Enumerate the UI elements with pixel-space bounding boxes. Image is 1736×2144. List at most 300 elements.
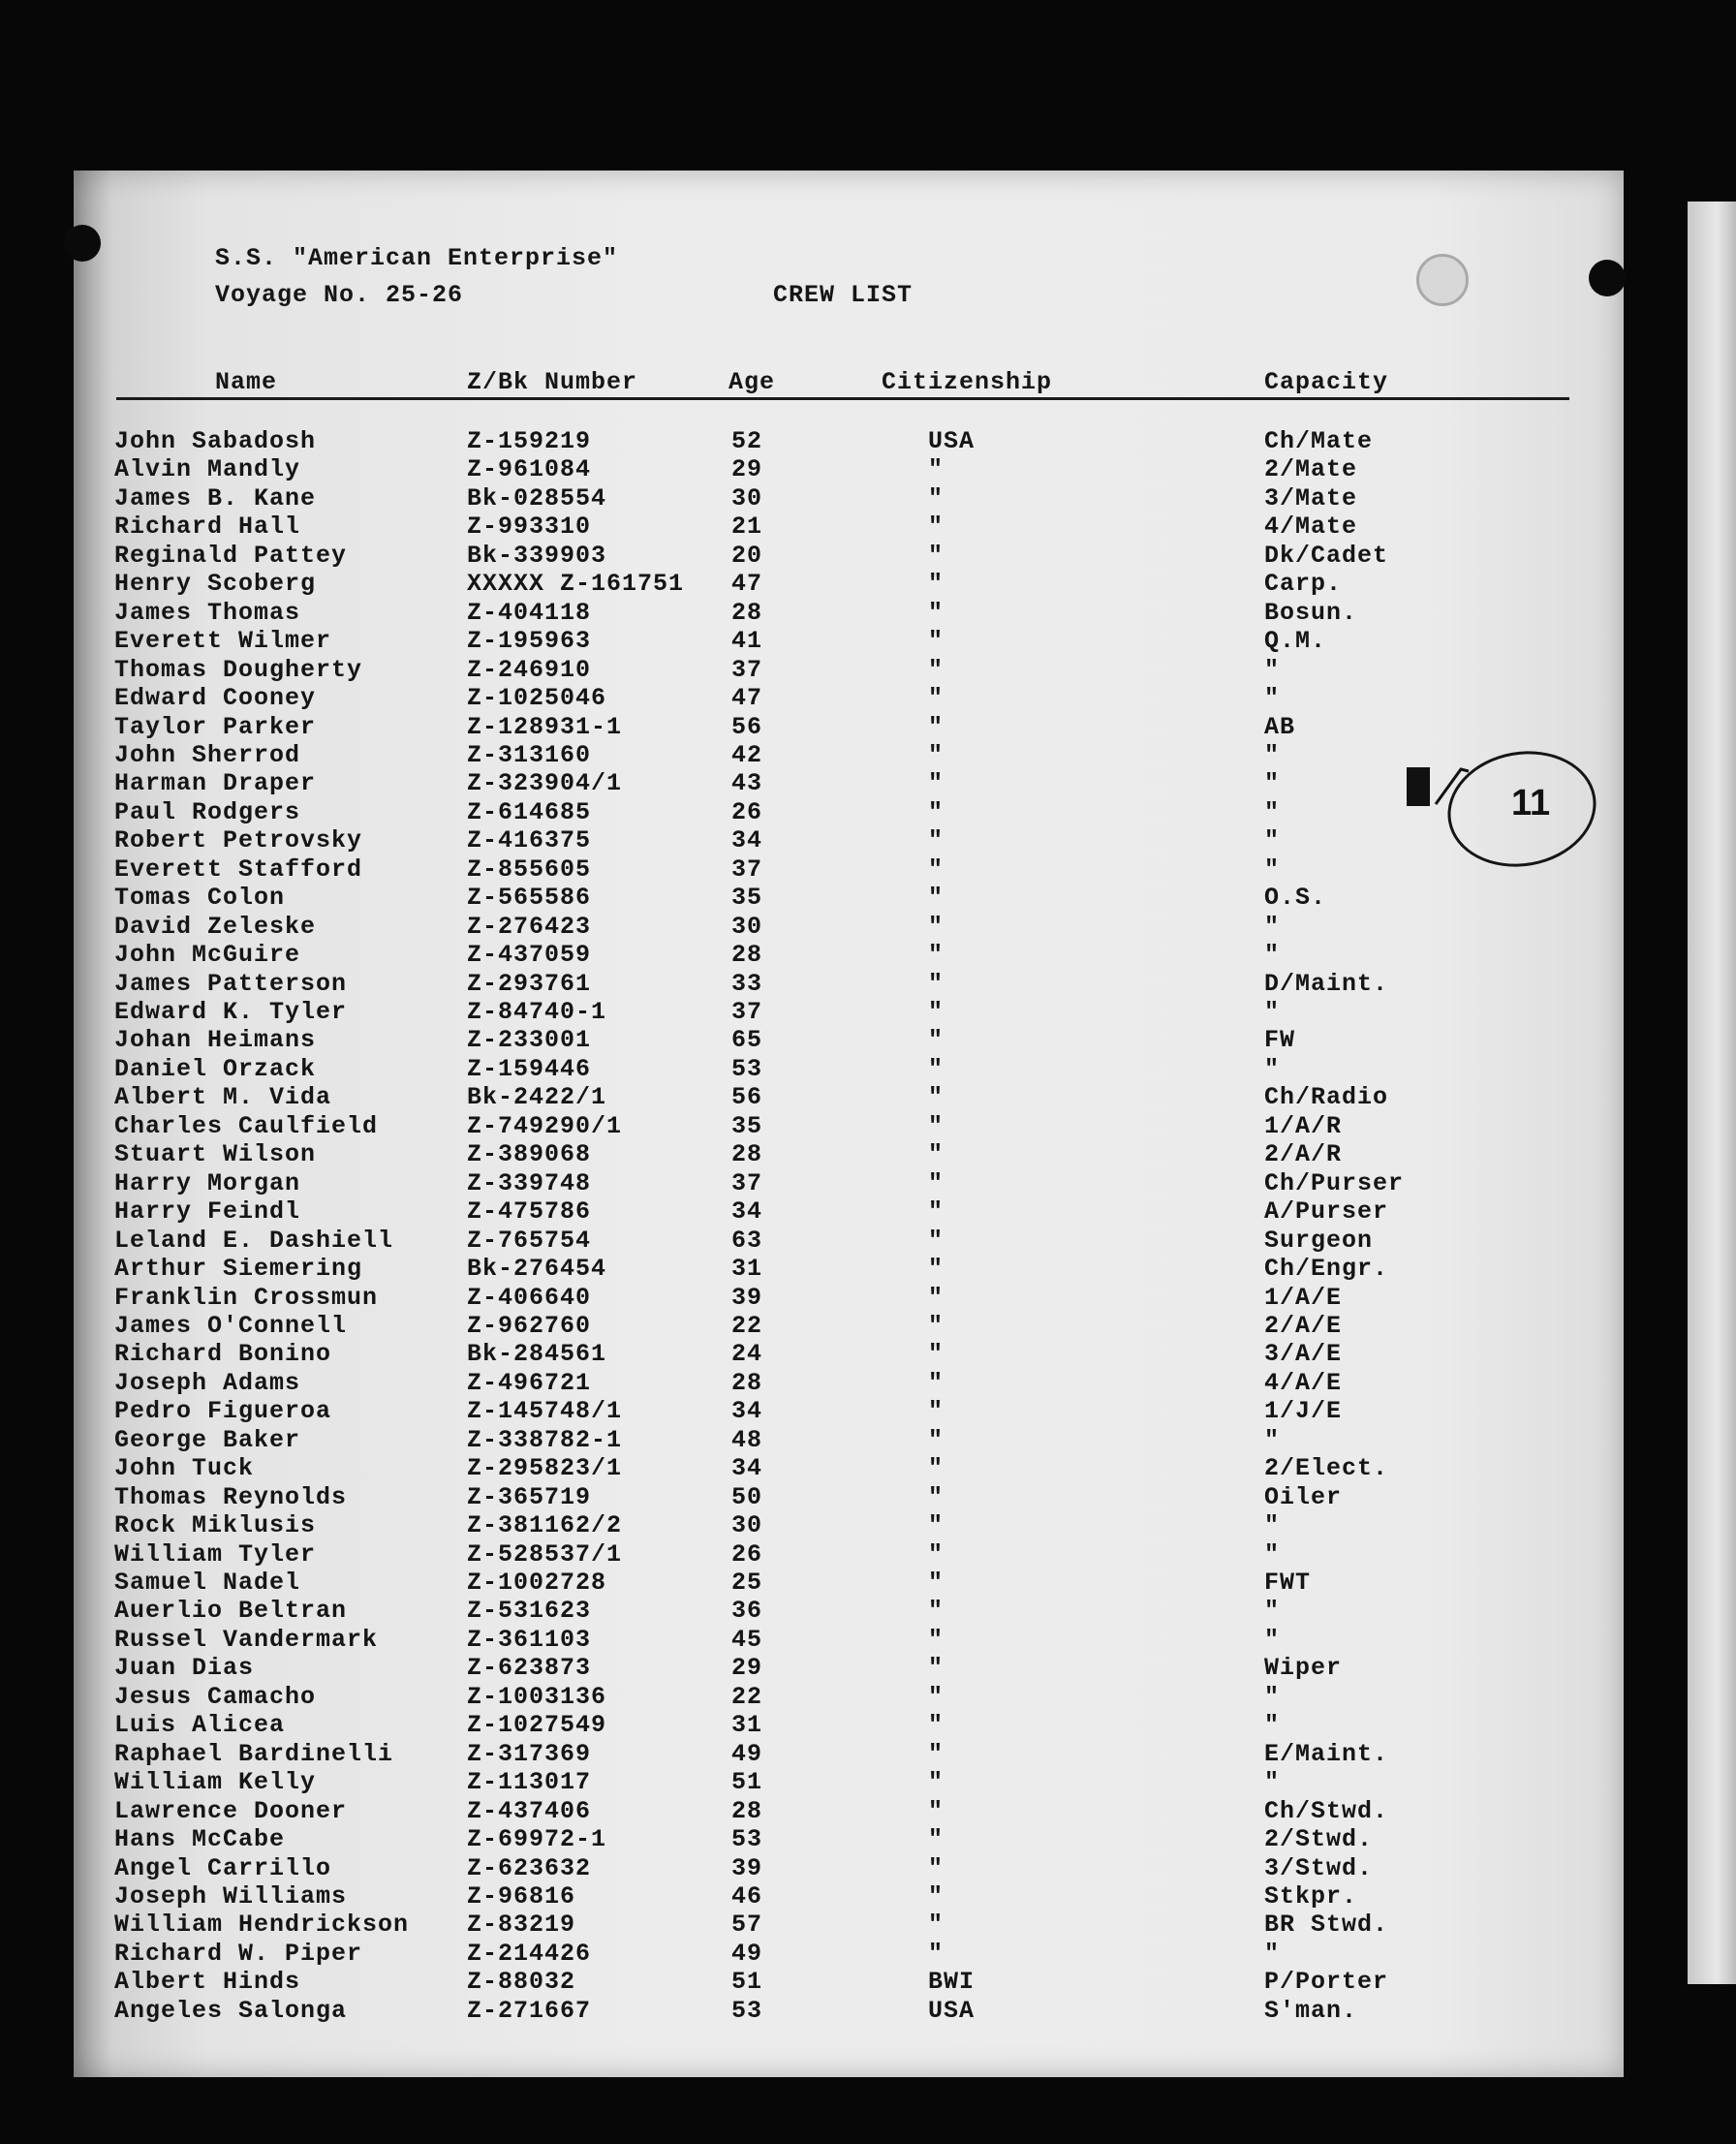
crew-citizenship: " — [928, 1426, 945, 1454]
crew-age: 34 — [731, 1397, 763, 1425]
crew-name: Paul Rodgers — [114, 798, 301, 826]
table-row — [0, 1740, 1736, 1769]
crew-citizenship: " — [928, 1197, 945, 1226]
crew-citizenship: " — [928, 455, 945, 483]
crew-z-number: Z-531623 — [467, 1597, 592, 1625]
crew-capacity: Surgeon — [1264, 1227, 1374, 1255]
crew-name: Albert Hinds — [114, 1968, 301, 1996]
crew-capacity: P/Porter — [1264, 1968, 1389, 1996]
crew-z-number: Z-145748/1 — [467, 1397, 623, 1425]
crew-citizenship: " — [928, 1854, 945, 1882]
table-row — [0, 1169, 1736, 1198]
crew-age: 20 — [731, 542, 763, 570]
crew-z-number: Z-313160 — [467, 741, 592, 769]
crew-name: John McGuire — [114, 941, 301, 969]
ship-name-line: S.S. "American Enterprise" — [215, 244, 619, 272]
table-row — [0, 1026, 1736, 1055]
crew-name: Jesus Camacho — [114, 1683, 317, 1711]
crew-capacity: FW — [1264, 1026, 1296, 1054]
crew-name: Rock Miklusis — [114, 1511, 317, 1539]
crew-age: 53 — [731, 1825, 763, 1853]
crew-age: 47 — [731, 684, 763, 712]
crew-z-number: Z-361103 — [467, 1626, 592, 1654]
crew-z-number: Z-88032 — [467, 1968, 576, 1996]
table-row — [0, 455, 1736, 484]
crew-z-number: Z-128931-1 — [467, 713, 623, 741]
crew-age: 37 — [731, 998, 763, 1026]
crew-capacity: " — [1264, 1597, 1281, 1625]
crew-capacity: 1/A/E — [1264, 1284, 1343, 1312]
table-row — [0, 1683, 1736, 1712]
crew-name: David Zeleske — [114, 913, 317, 941]
crew-capacity: " — [1264, 1626, 1281, 1654]
table-row — [0, 656, 1736, 685]
table-row — [0, 1483, 1736, 1512]
crew-age: 51 — [731, 1768, 763, 1796]
table-row — [0, 1768, 1736, 1797]
crew-z-number: Z-96816 — [467, 1882, 576, 1911]
crew-name: Joseph Adams — [114, 1369, 301, 1397]
crew-name: William Tyler — [114, 1540, 317, 1569]
crew-capacity: AB — [1264, 713, 1296, 741]
crew-citizenship: " — [928, 970, 945, 998]
crew-name: James Thomas — [114, 599, 301, 627]
crew-capacity: 4/Mate — [1264, 513, 1358, 541]
document-title: CREW LIST — [773, 281, 914, 309]
crew-citizenship: " — [928, 998, 945, 1026]
crew-age: 37 — [731, 1169, 763, 1197]
crew-name: Johan Heimans — [114, 1026, 317, 1054]
crew-age: 37 — [731, 656, 763, 684]
crew-citizenship: " — [928, 1397, 945, 1425]
table-row — [0, 1654, 1736, 1683]
crew-age: 43 — [731, 769, 763, 797]
crew-z-number: Z-389068 — [467, 1140, 592, 1168]
crew-age: 28 — [731, 941, 763, 969]
crew-capacity: A/Purser — [1264, 1197, 1389, 1226]
crew-age: 29 — [731, 455, 763, 483]
crew-z-number: Z-195963 — [467, 627, 592, 655]
table-row — [0, 1540, 1736, 1569]
table-row — [0, 713, 1736, 742]
crew-z-number: Z-246910 — [467, 656, 592, 684]
crew-z-number: Z-623873 — [467, 1654, 592, 1682]
table-row — [0, 484, 1736, 513]
crew-capacity: 1/A/R — [1264, 1112, 1343, 1140]
crew-capacity: 3/Stwd. — [1264, 1854, 1374, 1882]
stamp-mark — [1407, 767, 1430, 806]
crew-age: 30 — [731, 913, 763, 941]
table-row — [0, 1711, 1736, 1740]
table-row — [0, 1626, 1736, 1655]
table-row — [0, 1197, 1736, 1227]
crew-capacity: Wiper — [1264, 1654, 1343, 1682]
crew-age: 28 — [731, 1797, 763, 1825]
table-row — [0, 884, 1736, 913]
crew-citizenship: " — [928, 1825, 945, 1853]
crew-name: Russel Vandermark — [114, 1626, 379, 1654]
crew-name: James O'Connell — [114, 1312, 348, 1340]
crew-z-number: XXXXX Z-161751 — [467, 570, 685, 598]
crew-age: 41 — [731, 627, 763, 655]
crew-name: Angeles Salonga — [114, 1997, 348, 2025]
crew-age: 30 — [731, 1511, 763, 1539]
table-row — [0, 427, 1736, 456]
crew-capacity: 3/Mate — [1264, 484, 1358, 513]
table-row — [0, 1426, 1736, 1455]
table-row — [0, 913, 1736, 942]
crew-z-number: Z-962760 — [467, 1312, 592, 1340]
crew-age: 53 — [731, 1055, 763, 1083]
crew-citizenship: " — [928, 513, 945, 541]
crew-capacity: " — [1264, 826, 1281, 854]
crew-z-number: Bk-284561 — [467, 1340, 607, 1368]
crew-capacity: " — [1264, 855, 1281, 884]
crew-age: 24 — [731, 1340, 763, 1368]
crew-name: Everett Wilmer — [114, 627, 332, 655]
crew-name: Hans McCabe — [114, 1825, 286, 1853]
crew-age: 34 — [731, 1197, 763, 1226]
crew-capacity: Ch/Stwd. — [1264, 1797, 1389, 1825]
crew-capacity: " — [1264, 769, 1281, 797]
crew-capacity: " — [1264, 1711, 1281, 1739]
table-row — [0, 1940, 1736, 1969]
table-row — [0, 684, 1736, 713]
crew-name: Leland E. Dashiell — [114, 1227, 394, 1255]
crew-name: Franklin Crossmun — [114, 1284, 379, 1312]
crew-z-number: Z-528537/1 — [467, 1540, 623, 1569]
crew-name: Auerlio Beltran — [114, 1597, 348, 1625]
crew-citizenship: " — [928, 1454, 945, 1482]
crew-citizenship: " — [928, 1112, 945, 1140]
crew-age: 39 — [731, 1854, 763, 1882]
crew-name: Daniel Orzack — [114, 1055, 317, 1083]
crew-age: 49 — [731, 1740, 763, 1768]
crew-name: Harry Morgan — [114, 1169, 301, 1197]
crew-citizenship: " — [928, 741, 945, 769]
crew-z-number: Z-565586 — [467, 884, 592, 912]
table-row — [0, 1083, 1736, 1112]
crew-citizenship: " — [928, 1626, 945, 1654]
crew-name: John Tuck — [114, 1454, 255, 1482]
crew-capacity: 4/A/E — [1264, 1369, 1343, 1397]
crew-name: Angel Carrillo — [114, 1854, 332, 1882]
table-row — [0, 1055, 1736, 1084]
table-row — [0, 1112, 1736, 1141]
crew-z-number: Z-69972-1 — [467, 1825, 607, 1853]
crew-citizenship: " — [928, 1940, 945, 1968]
crew-age: 35 — [731, 884, 763, 912]
crew-age: 52 — [731, 427, 763, 455]
crew-z-number: Z-1002728 — [467, 1569, 607, 1597]
crew-citizenship: " — [928, 627, 945, 655]
crew-capacity: Stkpr. — [1264, 1882, 1358, 1911]
table-row — [0, 1968, 1736, 1997]
crew-name: Raphael Bardinelli — [114, 1740, 394, 1768]
crew-citizenship: " — [928, 570, 945, 598]
crew-name: Everett Stafford — [114, 855, 363, 884]
crew-age: 28 — [731, 1140, 763, 1168]
crew-name: Albert M. Vida — [114, 1083, 332, 1111]
table-row — [0, 1397, 1736, 1426]
crew-citizenship: BWI — [928, 1968, 976, 1996]
crew-z-number: Z-404118 — [467, 599, 592, 627]
crew-age: 21 — [731, 513, 763, 541]
crew-capacity: Bosun. — [1264, 599, 1358, 627]
crew-z-number: Z-159219 — [467, 427, 592, 455]
crew-citizenship: " — [928, 1227, 945, 1255]
table-row — [0, 1454, 1736, 1483]
binder-hole-left — [64, 225, 101, 262]
crew-z-number: Z-83219 — [467, 1911, 576, 1939]
crew-name: James B. Kane — [114, 484, 317, 513]
table-row — [0, 570, 1736, 599]
table-row — [0, 627, 1736, 656]
crew-citizenship: " — [928, 1797, 945, 1825]
crew-capacity: 1/J/E — [1264, 1397, 1343, 1425]
crew-capacity: Q.M. — [1264, 627, 1327, 655]
crew-age: 63 — [731, 1227, 763, 1255]
crew-z-number: Z-276423 — [467, 913, 592, 941]
table-row — [0, 1255, 1736, 1284]
crew-age: 65 — [731, 1026, 763, 1054]
table-row — [0, 1312, 1736, 1341]
crew-z-number: Z-381162/2 — [467, 1511, 623, 1539]
crew-name: Tomas Colon — [114, 884, 286, 912]
crew-name: Richard W. Piper — [114, 1940, 363, 1968]
crew-age: 22 — [731, 1312, 763, 1340]
crew-z-number: Z-416375 — [467, 826, 592, 854]
crew-z-number: Z-1025046 — [467, 684, 607, 712]
header-rule — [116, 397, 1569, 400]
crew-citizenship: " — [928, 1140, 945, 1168]
table-row — [0, 855, 1736, 885]
crew-capacity: " — [1264, 1540, 1281, 1569]
table-row — [0, 1882, 1736, 1911]
crew-citizenship: " — [928, 542, 945, 570]
table-row — [0, 998, 1736, 1027]
crew-z-number: Z-365719 — [467, 1483, 592, 1511]
page-number-stamp: 11 — [1511, 783, 1551, 823]
crew-citizenship: " — [928, 1284, 945, 1312]
crew-name: John Sherrod — [114, 741, 301, 769]
crew-z-number: Z-749290/1 — [467, 1112, 623, 1140]
crew-citizenship: " — [928, 855, 945, 884]
crew-age: 31 — [731, 1255, 763, 1283]
crew-age: 26 — [731, 1540, 763, 1569]
crew-capacity: Oiler — [1264, 1483, 1343, 1511]
crew-name: Taylor Parker — [114, 713, 317, 741]
table-row — [0, 941, 1736, 970]
crew-z-number: Z-406640 — [467, 1284, 592, 1312]
crew-z-number: Z-233001 — [467, 1026, 592, 1054]
crew-capacity: " — [1264, 798, 1281, 826]
crew-age: 57 — [731, 1911, 763, 1939]
crew-name: Charles Caulfield — [114, 1112, 379, 1140]
crew-capacity: " — [1264, 998, 1281, 1026]
crew-citizenship: " — [928, 798, 945, 826]
table-row — [0, 1511, 1736, 1540]
crew-capacity: " — [1264, 656, 1281, 684]
crew-capacity: Ch/Engr. — [1264, 1255, 1389, 1283]
crew-name: Richard Hall — [114, 513, 301, 541]
table-row — [0, 1825, 1736, 1854]
crew-capacity: Ch/Radio — [1264, 1083, 1389, 1111]
crew-name: Henry Scoberg — [114, 570, 317, 598]
crew-age: 46 — [731, 1882, 763, 1911]
crew-name: William Hendrickson — [114, 1911, 410, 1939]
crew-z-number: Z-475786 — [467, 1197, 592, 1226]
crew-age: 45 — [731, 1626, 763, 1654]
crew-age: 30 — [731, 484, 763, 513]
crew-age: 48 — [731, 1426, 763, 1454]
table-row — [0, 1997, 1736, 2026]
crew-age: 36 — [731, 1597, 763, 1625]
crew-capacity: D/Maint. — [1264, 970, 1389, 998]
crew-capacity: " — [1264, 1511, 1281, 1539]
crew-capacity: BR Stwd. — [1264, 1911, 1389, 1939]
crew-z-number: Z-961084 — [467, 455, 592, 483]
crew-capacity: 2/A/E — [1264, 1312, 1343, 1340]
crew-age: 22 — [731, 1683, 763, 1711]
crew-z-number: Z-271667 — [467, 1997, 592, 2025]
crew-citizenship: " — [928, 826, 945, 854]
crew-name: John Sabadosh — [114, 427, 317, 455]
crew-age: 26 — [731, 798, 763, 826]
crew-name: Pedro Figueroa — [114, 1397, 332, 1425]
crew-name: Luis Alicea — [114, 1711, 286, 1739]
crew-name: Lawrence Dooner — [114, 1797, 348, 1825]
crew-capacity: 2/A/R — [1264, 1140, 1343, 1168]
crew-citizenship: " — [928, 1169, 945, 1197]
crew-name: Harry Feindl — [114, 1197, 301, 1226]
crew-capacity: Dk/Cadet — [1264, 542, 1389, 570]
crew-z-number: Z-496721 — [467, 1369, 592, 1397]
crew-z-number: Z-437059 — [467, 941, 592, 969]
crew-name: William Kelly — [114, 1768, 317, 1796]
crew-capacity: " — [1264, 741, 1281, 769]
crew-citizenship: " — [928, 884, 945, 912]
crew-capacity: " — [1264, 684, 1281, 712]
col-header-name: Name — [215, 368, 278, 396]
crew-age: 39 — [731, 1284, 763, 1312]
crew-age: 35 — [731, 1112, 763, 1140]
crew-citizenship: " — [928, 1483, 945, 1511]
crew-citizenship: " — [928, 1882, 945, 1911]
crew-citizenship: " — [928, 484, 945, 513]
table-row — [0, 1140, 1736, 1169]
crew-age: 47 — [731, 570, 763, 598]
table-row — [0, 1911, 1736, 1940]
crew-capacity: O.S. — [1264, 884, 1327, 912]
crew-z-number: Z-323904/1 — [467, 769, 623, 797]
crew-z-number: Bk-028554 — [467, 484, 607, 513]
crew-capacity: Ch/Mate — [1264, 427, 1374, 455]
crew-name: Thomas Dougherty — [114, 656, 363, 684]
crew-capacity: S'man. — [1264, 1997, 1358, 2025]
crew-capacity: 2/Stwd. — [1264, 1825, 1374, 1853]
crew-z-number: Z-113017 — [467, 1768, 592, 1796]
crew-citizenship: " — [928, 1369, 945, 1397]
crew-name: Arthur Siemering — [114, 1255, 363, 1283]
crew-capacity: " — [1264, 1055, 1281, 1083]
binder-hole-ring-right — [1416, 254, 1469, 306]
table-row — [0, 1569, 1736, 1598]
crew-citizenship: USA — [928, 427, 976, 455]
crew-age: 53 — [731, 1997, 763, 2025]
voyage-number: Voyage No. 25-26 — [215, 281, 464, 309]
table-row — [0, 1854, 1736, 1883]
crew-age: 34 — [731, 1454, 763, 1482]
crew-capacity: E/Maint. — [1264, 1740, 1389, 1768]
crew-z-number: Z-338782-1 — [467, 1426, 623, 1454]
crew-citizenship: " — [928, 1711, 945, 1739]
crew-citizenship: " — [928, 1340, 945, 1368]
crew-name: Richard Bonino — [114, 1340, 332, 1368]
crew-z-number: Z-214426 — [467, 1940, 592, 1968]
crew-z-number: Z-1003136 — [467, 1683, 607, 1711]
crew-age: 49 — [731, 1940, 763, 1968]
crew-name: Alvin Mandly — [114, 455, 301, 483]
crew-citizenship: " — [928, 1569, 945, 1597]
crew-citizenship: " — [928, 1740, 945, 1768]
crew-citizenship: " — [928, 1026, 945, 1054]
table-row — [0, 1369, 1736, 1398]
col-header-number: Z/Bk Number — [467, 368, 638, 396]
crew-age: 28 — [731, 1369, 763, 1397]
crew-name: Edward K. Tyler — [114, 998, 348, 1026]
crew-z-number: Z-317369 — [467, 1740, 592, 1768]
table-row — [0, 542, 1736, 571]
crew-citizenship: " — [928, 1255, 945, 1283]
crew-age: 28 — [731, 599, 763, 627]
crew-citizenship: " — [928, 1654, 945, 1682]
table-row — [0, 1340, 1736, 1369]
crew-z-number: Z-614685 — [467, 798, 592, 826]
crew-citizenship: " — [928, 1055, 945, 1083]
crew-capacity: Ch/Purser — [1264, 1169, 1405, 1197]
crew-name: Samuel Nadel — [114, 1569, 301, 1597]
crew-citizenship: " — [928, 1083, 945, 1111]
crew-capacity: " — [1264, 913, 1281, 941]
crew-capacity: " — [1264, 941, 1281, 969]
crew-citizenship: USA — [928, 1997, 976, 2025]
crew-name: Thomas Reynolds — [114, 1483, 348, 1511]
crew-name: Edward Cooney — [114, 684, 317, 712]
table-row — [0, 599, 1736, 628]
crew-z-number: Z-623632 — [467, 1854, 592, 1882]
crew-name: George Baker — [114, 1426, 301, 1454]
crew-citizenship: " — [928, 769, 945, 797]
crew-name: Robert Petrovsky — [114, 826, 363, 854]
crew-z-number: Z-1027549 — [467, 1711, 607, 1739]
crew-age: 42 — [731, 741, 763, 769]
crew-z-number: Z-437406 — [467, 1797, 592, 1825]
col-header-citizenship: Citizenship — [882, 368, 1053, 396]
crew-citizenship: " — [928, 1511, 945, 1539]
crew-citizenship: " — [928, 913, 945, 941]
crew-age: 33 — [731, 970, 763, 998]
crew-citizenship: " — [928, 1911, 945, 1939]
crew-citizenship: " — [928, 1683, 945, 1711]
crew-name: Harman Draper — [114, 769, 317, 797]
col-header-capacity: Capacity — [1264, 368, 1389, 396]
crew-name: Reginald Pattey — [114, 542, 348, 570]
crew-z-number: Bk-2422/1 — [467, 1083, 607, 1111]
crew-capacity: " — [1264, 1940, 1281, 1968]
crew-age: 56 — [731, 1083, 763, 1111]
crew-capacity: " — [1264, 1768, 1281, 1796]
